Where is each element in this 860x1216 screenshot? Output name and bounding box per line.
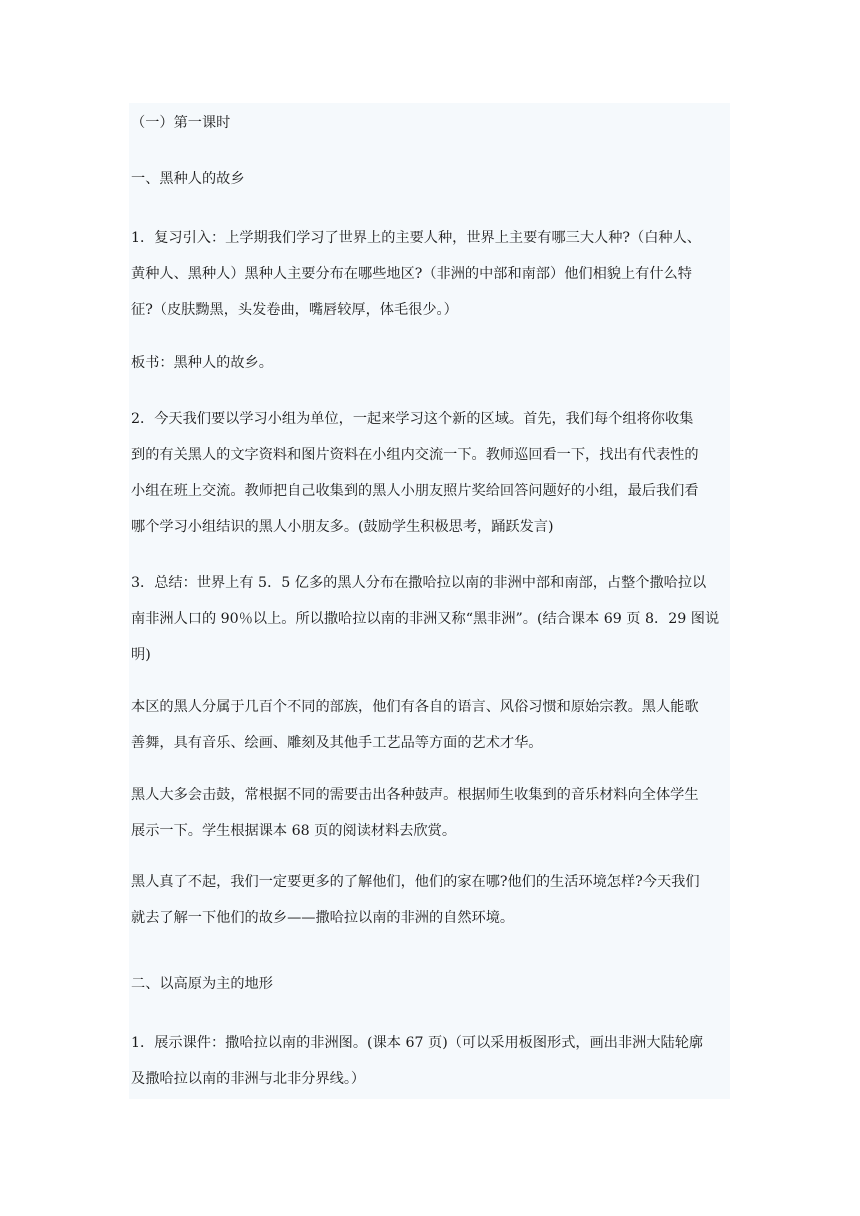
section-heading-1: 一、黑种人的故乡 [131, 171, 245, 187]
paragraph-tribes: 本区的黑人分属于几百个不同的部族，他们有各自的语言、风俗习惯和原始宗教。黑人能歌 善舞，具有音乐、绘画、雕刻及其他手工艺品等方面的艺术才华。 [131, 699, 699, 751]
board-note: 板书：黑种人的故乡。 [131, 355, 273, 371]
paragraph-courseware: 1．展示课件：撒哈拉以南的非洲图。(课本 67 页)（可以采用板图形式，画出非洲大陆轮廓 及撒哈拉以南的非洲与北非分界线。） [131, 1035, 704, 1087]
paragraph-group-activity: 2．今天我们要以学习小组为单位，一起来学习这个新的区域。首先，我们每个组将你收集 到的有关黑人的文字资料和图片资料在小组内交流一下。教师巡回看一下，找出有代表性的 小组在班上交流。教师把自己收集到的黑人小朋友照片奖给回答问题好的小组，最后我们看 哪个学习小组结识的黑人小朋友多。(鼓励学生积极思考，踊跃发言) [131, 411, 699, 535]
paragraph-homeland: 黑人真了不起，我们一定要更多的了解他们，他们的家在哪?他们的生活环境怎样?今天我们 就去了解一下他们的故乡——撒哈拉以南的非洲的自然环境。 [131, 874, 700, 926]
lesson-heading: （一）第一课时 [131, 115, 231, 131]
section-heading-2: 二、以高原为主的地形 [131, 976, 273, 992]
paragraph-review-intro: 1．复习引入：上学期我们学习了世界上的主要人种，世界上主要有哪三大人种?（白种人、 黄种人、黑种人）黑种人主要分布在哪些地区?（非洲的中部和南部）他们相貌上有什么特 征?（皮肤黝黑，头发卷曲，嘴唇较厚，体毛很少。） [131, 230, 701, 318]
document-body [129, 103, 730, 1099]
paragraph-drums: 黑人大多会击鼓，常根据不同的需要击出各种鼓声。根据师生收集到的音乐材料向全体学生 展示一下。学生根据课本 68 页的阅读材料去欣赏。 [131, 787, 699, 839]
paragraph-summary: 3．总结：世界上有 5．5 亿多的黑人分布在撒哈拉以南的非洲中部和南部，占整个撒哈拉以 南非洲人口的 90％以上。所以撒哈拉以南的非洲又称“黑非洲”。(结合课本 69 页 8．29 图说 明) [131, 575, 720, 663]
